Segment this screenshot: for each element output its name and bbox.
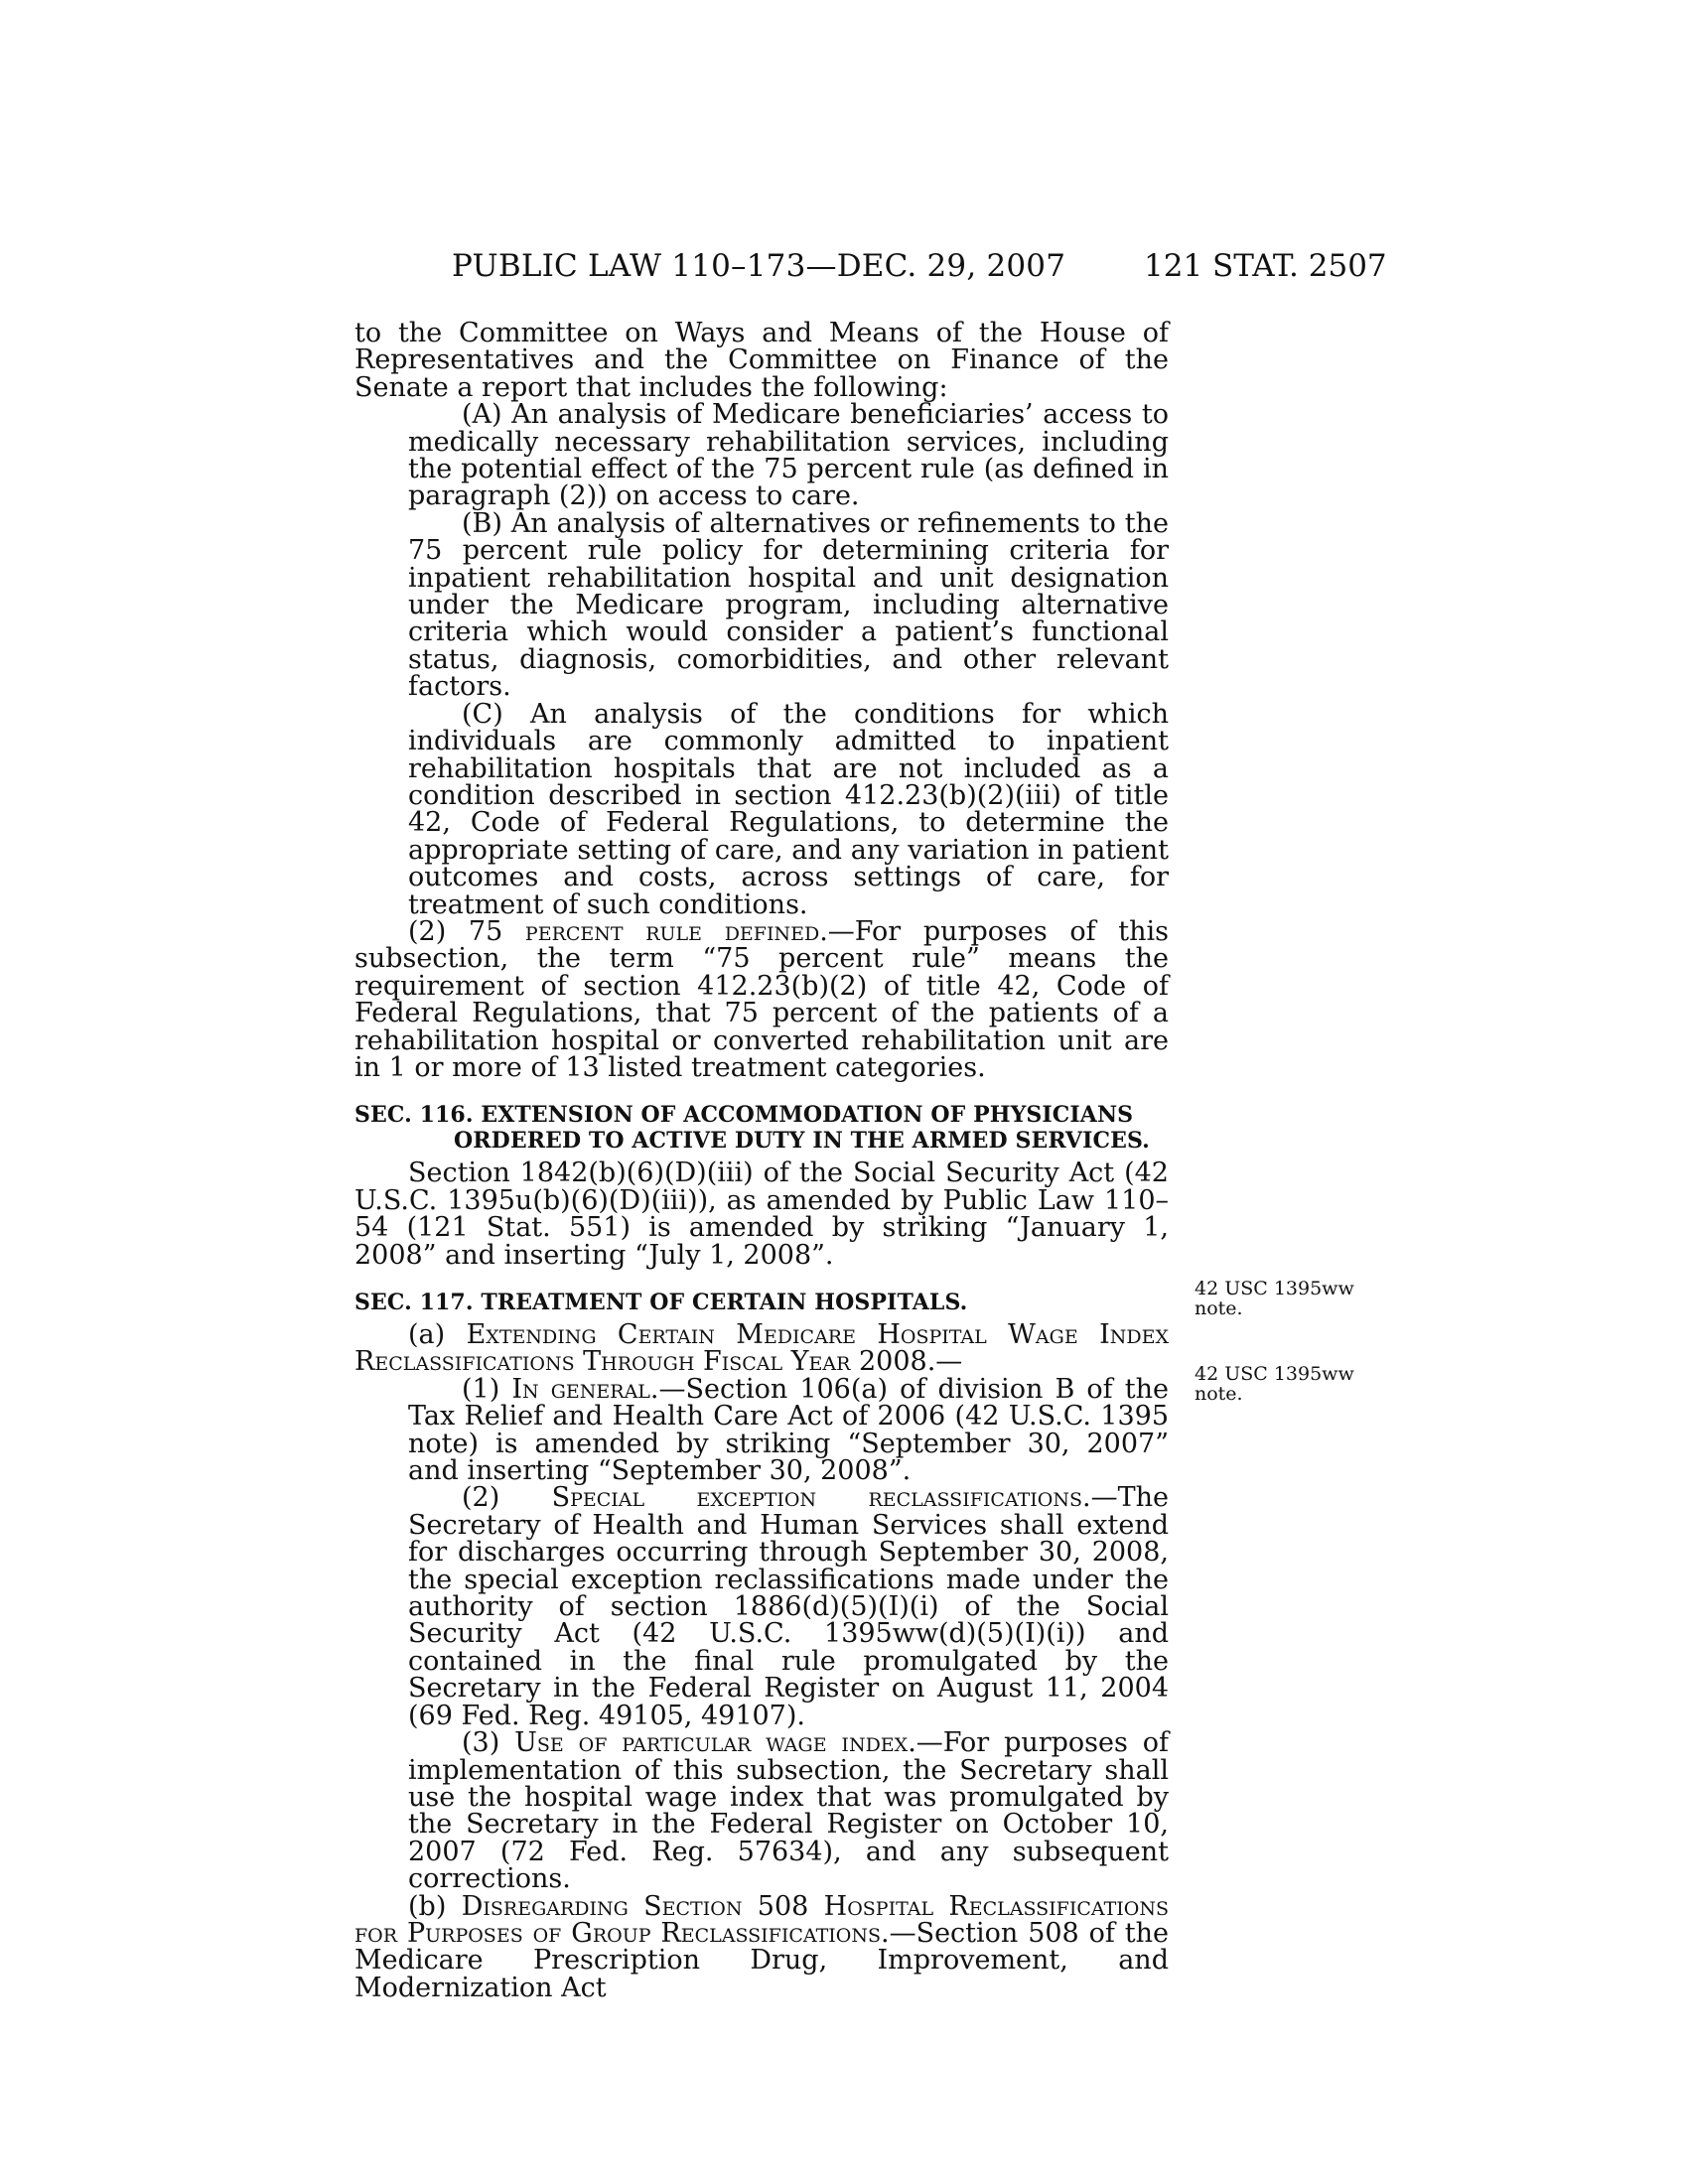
section-117-a2-text: —The Secretary of Health and Human Services shall extend for discharges occurring through September 30, 2008, the special exception reclassifications made under the authority of section 1886(d)(5)(I)(i) of the Social Security Act (42 U.S.C. 1395ww(d)(5)(I)(i)) and contained in the final rule promulgated by the Secretary in the Federal Register on August 11, 2004 (69 Fed. Reg. 49105, 49107).	[408, 1482, 1169, 1731]
item-c: (C) An analysis of the conditions for which individuals are commonly admitted to inpatient rehabilitation hospitals that are not included as a condition described in section 412.23(b)(2)(iii) of title 42, Code of Federal Regulations, to determine the appropriate setting of care, and any variation in patient outcomes and costs, across settings of care, for treatment of such conditions.	[408, 698, 1169, 920]
margin-note-1: 42 USC 1395ww note.	[1195, 1278, 1354, 1319]
section-117-a1	[408, 1373, 1169, 1487]
section-117-a-number: (a)	[408, 1319, 446, 1350]
section-117-b-heading: Disregarding Section 508 Hospital Reclassifications for Purposes of Group Reclassifications.	[354, 1890, 1169, 1949]
section-116-heading: SEC. 116. EXTENSION OF ACCOMMODATION OF PHYSICIANS ORDERED TO ACTIVE DUTY IN THE ARMED SERVICES.	[354, 1102, 1150, 1155]
section-117-a1-heading: In general.	[511, 1373, 659, 1405]
section-117-b-text: —Section 508 of the Medicare Prescription Drug, Improvement, and Modernization Act	[354, 1917, 1169, 2003]
section-117-a3	[408, 1727, 1169, 1895]
section-117-a2	[408, 1484, 1169, 1729]
item-b: (B) An analysis of alternatives or refinements to the 75 percent rule policy for determining criteria for inpatient rehabilitation hospital and unit designation under the Medicare program, including alternative criteria which would consider a patient’s functional status, diagnosis, comorbidities, and other relevant factors.	[408, 507, 1169, 703]
margin-note-2: 42 USC 1395ww note.	[1195, 1363, 1354, 1405]
paragraph-2-heading: 75 percent rule defined.	[468, 915, 828, 947]
page-header	[0, 248, 1688, 288]
section-117-a3-number: (3)	[462, 1727, 500, 1759]
intro-paragraph: to the Committee on Ways and Means of the House of Representatives and the Committee on Finance of the Senate a report that includes the following:	[354, 318, 1169, 403]
section-117-a1-number: (1)	[462, 1373, 500, 1405]
section-117-a2-heading: Special exception reclassifications.	[551, 1482, 1091, 1514]
section-116-text: Section 1842(b)(6)(D)(iii) of the Social Security Act (42 U.S.C. 1395u(b)(6)(D)(iii)), as amended by Public Law 110–54 (121 Stat. 551) is amended by striking “January 1, 2008” and inserting “July 1, 2008”.	[354, 1158, 1169, 1271]
page-body	[354, 320, 1169, 2001]
page-number: 121 STAT. 2507	[1144, 248, 1387, 284]
section-117-b-number: (b)	[408, 1890, 447, 1922]
section-117-heading: SEC. 117. TREATMENT OF CERTAIN HOSPITALS.	[354, 1290, 968, 1315]
paragraph-2	[354, 915, 1169, 1083]
section-117-a-dash: —	[935, 1346, 963, 1378]
item-a: (A) An analysis of Medicare beneficiaries’ access to medically necessary rehabilitation services, including the potential effect of the 75 percent rule (as defined in paragraph (2)) on access to care.	[408, 399, 1169, 512]
section-117-a2-number: (2)	[462, 1482, 500, 1514]
section-117-a3-text: —For purposes of implementation of this subsection, the Secretary shall use the hospital wage index that was promulgated by the Secretary in the Federal Register on October 10, 2007 (72 Fed. Reg. 57634), and any subsequent corrections.	[408, 1727, 1169, 1895]
section-117-b	[354, 1890, 1169, 2003]
paragraph-2-number: (2)	[408, 915, 447, 947]
page-header-title: PUBLIC LAW 110–173—DEC. 29, 2007	[452, 248, 1066, 284]
section-117-a-heading: Extending Certain Medicare Hospital Wage Index Reclassifications Through Fiscal Year 2008.	[354, 1319, 1169, 1378]
section-117-a	[354, 1321, 1169, 1376]
paragraph-2-text: —For purposes of this subsection, the term “75 percent rule” means the requirement of section 412.23(b)(2) of title 42, Code of Federal Regulations, that 75 percent of the patients of a rehabilitation hospital or converted rehabilitation unit are in 1 or more of 13 listed treatment categories.	[354, 915, 1169, 1083]
section-117-a1-text: —Section 106(a) of division B of the Tax Relief and Health Care Act of 2006 (42 U.S.C. 1395 note) is amended by striking “September 30, 2007” and inserting “September 30, 2008”.	[408, 1373, 1169, 1487]
section-117-a3-heading: Use of particular wage index.	[514, 1727, 916, 1759]
